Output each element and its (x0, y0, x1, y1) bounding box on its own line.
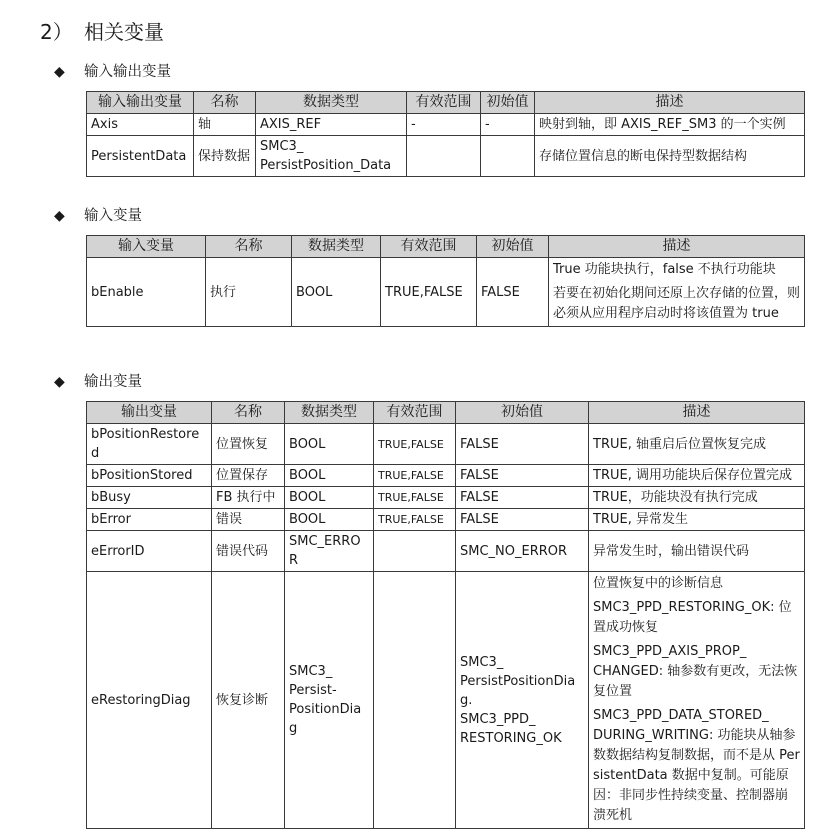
column-header: 有效范围 (381, 236, 477, 258)
column-header: 名称 (194, 92, 256, 114)
subheading-inout (54, 60, 171, 81)
column-header: 名称 (212, 402, 285, 424)
description-cell (549, 258, 805, 327)
range-cell: TRUE,FALSE (374, 424, 456, 465)
range-cell (407, 136, 481, 177)
column-header: 描述 (589, 402, 805, 424)
variable-cell: bError (87, 509, 212, 531)
diamond-bullet-icon: ◆ (54, 64, 65, 80)
description-line: SMC3_PPD_AXIS_PROP_ CHANGED: 轴参数有更改，无法恢复位置 (593, 644, 798, 699)
type-cell: BOOL (292, 258, 381, 327)
type-cell: BOOL (285, 424, 374, 465)
input-variables-table (86, 235, 805, 327)
column-header: 数据类型 (285, 402, 374, 424)
name-cell: 轴 (194, 114, 256, 136)
column-header: 有效范围 (374, 402, 456, 424)
description-cell (589, 572, 805, 829)
name-cell: 执行 (206, 258, 292, 327)
name-cell: 位置恢复 (212, 424, 285, 465)
subheading-text: 输入变量 (84, 208, 142, 224)
column-header: 数据类型 (256, 92, 407, 114)
type-cell: BOOL (285, 487, 374, 509)
initial-cell: - (481, 114, 535, 136)
variable-cell: bBusy (87, 487, 212, 509)
column-header: 初始值 (481, 92, 535, 114)
range-cell (374, 531, 456, 572)
variable-cell: bPositionStored (87, 465, 212, 487)
column-header: 输入变量 (87, 236, 206, 258)
description-cell: 映射到轴，即 AXIS_REF_SM3 的一个实例 (535, 114, 805, 136)
section-number: 2） (40, 20, 73, 44)
subheading-output (54, 370, 142, 391)
name-cell: 保持数据 (194, 136, 256, 177)
name-cell: 错误 (212, 509, 285, 531)
table-row (87, 258, 805, 327)
description-line: 若要在初始化期间还原上次存储的位置，则必须从应用程序启动时将该值置为 true (553, 286, 801, 321)
initial-cell: FALSE (477, 258, 549, 327)
subheading-text: 输出变量 (84, 374, 142, 390)
description-line: SMC3_PPD_DATA_STORED_ DURING_WRITING: 功能块从轴参数数据结构复制数据，而不是从 PersistentData 数据中复制。可能原因：非同步性持续变量、控制器崩溃死机 (593, 708, 800, 823)
range-cell: TRUE,FALSE (381, 258, 477, 327)
variable-cell: eErrorID (87, 531, 212, 572)
initial-cell (481, 136, 535, 177)
variable-cell: Axis (87, 114, 194, 136)
column-header: 初始值 (456, 402, 589, 424)
type-cell: AXIS_REF (256, 114, 407, 136)
column-header: 描述 (535, 92, 805, 114)
column-header: 输出变量 (87, 402, 212, 424)
type-cell: BOOL (285, 465, 374, 487)
output-variables-table (86, 401, 805, 829)
type-cell: BOOL (285, 509, 374, 531)
initial-cell: SMC_NO_ERROR (456, 531, 589, 572)
table-row (87, 531, 805, 572)
description-cell: 异常发生时，输出错误代码 (589, 531, 805, 572)
subheading-text: 输入输出变量 (84, 64, 171, 80)
subheading-input (54, 204, 142, 225)
range-cell: TRUE,FALSE (374, 487, 456, 509)
table-row (87, 465, 805, 487)
table-row (87, 424, 805, 465)
range-cell: TRUE,FALSE (374, 465, 456, 487)
description-line: 位置恢复中的诊断信息 (593, 576, 724, 591)
name-cell: 位置保存 (212, 465, 285, 487)
name-cell: FB 执行中 (212, 487, 285, 509)
column-header: 有效范围 (407, 92, 481, 114)
description-line: True 功能块执行，false 不执行功能块 (553, 262, 776, 277)
variable-cell: PersistentData (87, 136, 194, 177)
description-cell: TRUE, 轴重启后位置恢复完成 (589, 424, 805, 465)
description-cell: 存储位置信息的断电保持型数据结构 (535, 136, 805, 177)
variable-cell: eRestoringDiag (87, 572, 212, 829)
initial-cell: FALSE (456, 424, 589, 465)
column-header: 数据类型 (292, 236, 381, 258)
description-cell: TRUE, 异常发生 (589, 509, 805, 531)
table-row (87, 487, 805, 509)
table-row (87, 509, 805, 531)
table-row (87, 114, 805, 136)
inout-variables-table (86, 91, 805, 177)
column-header: 输入输出变量 (87, 92, 194, 114)
section-heading (40, 16, 164, 45)
range-cell (374, 572, 456, 829)
initial-cell: FALSE (456, 509, 589, 531)
initial-cell: SMC3_ PersistPositionDiag. SMC3_PPD_ RESTORING_OK (456, 572, 589, 829)
variable-cell: bPositionRestored (87, 424, 212, 465)
range-cell: TRUE,FALSE (374, 509, 456, 531)
name-cell: 恢复诊断 (212, 572, 285, 829)
variable-cell: bEnable (87, 258, 206, 327)
description-cell: TRUE，功能块没有执行完成 (589, 487, 805, 509)
name-cell: 错误代码 (212, 531, 285, 572)
type-cell: SMC3_ Persist- PositionDiag (285, 572, 374, 829)
table-row (87, 572, 805, 829)
section-title-text: 相关变量 (84, 20, 164, 44)
diamond-bullet-icon: ◆ (54, 374, 65, 390)
column-header: 描述 (549, 236, 805, 258)
table-row (87, 136, 805, 177)
description-cell: TRUE, 调用功能块后保存位置完成 (589, 465, 805, 487)
type-cell: SMC3_ PersistPosition_Data (256, 136, 407, 177)
table-header-row (87, 402, 805, 424)
table-header-row (87, 236, 805, 258)
type-cell: SMC_ERROR (285, 531, 374, 572)
range-cell: - (407, 114, 481, 136)
initial-cell: FALSE (456, 487, 589, 509)
column-header: 名称 (206, 236, 292, 258)
initial-cell: FALSE (456, 465, 589, 487)
description-line: SMC3_PPD_RESTORING_OK: 位置成功恢复 (593, 600, 792, 635)
table-header-row (87, 92, 805, 114)
diamond-bullet-icon: ◆ (54, 208, 65, 224)
column-header: 初始值 (477, 236, 549, 258)
